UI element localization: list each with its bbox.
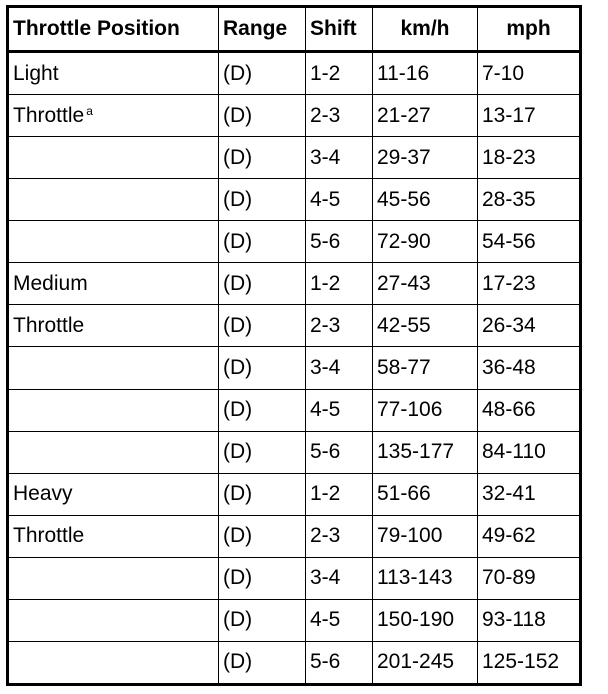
mph-cell: 28-35: [478, 179, 581, 221]
throttle-position-label: Heavy: [13, 482, 73, 506]
shift-cell: 3-4: [306, 137, 373, 179]
mph-cell: 7-10: [478, 52, 581, 95]
shift-cell: 4-5: [306, 179, 373, 221]
kmh-cell: 135-177: [373, 431, 478, 473]
header-throttle-position: Throttle Position: [8, 7, 219, 52]
table-row: [8, 347, 581, 389]
range-cell: (D): [219, 431, 306, 473]
range-cell: (D): [219, 641, 306, 684]
shift-speed-table: [6, 5, 582, 686]
header-mph: mph: [478, 7, 581, 52]
table-row: [8, 515, 581, 557]
footnote-marker: a: [86, 103, 93, 118]
mph-cell: 84-110: [478, 431, 581, 473]
throttle-position-cell: [8, 599, 219, 641]
throttle-position-cell: [8, 557, 219, 599]
throttle-position-cell: [8, 431, 219, 473]
throttle-position-cell: [8, 95, 219, 137]
throttle-position-label: Throttle: [13, 313, 85, 337]
range-cell: (D): [219, 263, 306, 305]
throttle-position-label: Throttle: [13, 524, 85, 548]
throttle-position-label: Light: [13, 61, 59, 85]
mph-cell: 18-23: [478, 137, 581, 179]
range-cell: (D): [219, 137, 306, 179]
kmh-cell: 21-27: [373, 95, 478, 137]
table-row: [8, 557, 581, 599]
throttle-position-cell: [8, 52, 219, 95]
shift-cell: 1-2: [306, 263, 373, 305]
range-cell: (D): [219, 347, 306, 389]
mph-cell: 48-66: [478, 389, 581, 431]
mph-cell: 70-89: [478, 557, 581, 599]
kmh-cell: 79-100: [373, 515, 478, 557]
header-range: Range: [219, 7, 306, 52]
table-row: [8, 179, 581, 221]
shift-cell: 2-3: [306, 305, 373, 347]
kmh-cell: 27-43: [373, 263, 478, 305]
throttle-position-cell: [8, 221, 219, 263]
throttle-position-cell: [8, 305, 219, 347]
table-row: [8, 137, 581, 179]
mph-cell: 13-17: [478, 95, 581, 137]
kmh-cell: 42-55: [373, 305, 478, 347]
shift-cell: 1-2: [306, 473, 373, 515]
range-cell: (D): [219, 95, 306, 137]
mph-cell: 36-48: [478, 347, 581, 389]
shift-cell: 3-4: [306, 557, 373, 599]
range-cell: (D): [219, 515, 306, 557]
shift-cell: 4-5: [306, 599, 373, 641]
table-row: [8, 641, 581, 684]
kmh-cell: 113-143: [373, 557, 478, 599]
table-row: [8, 389, 581, 431]
shift-cell: 5-6: [306, 221, 373, 263]
throttle-position-cell: [8, 473, 219, 515]
kmh-cell: 77-106: [373, 389, 478, 431]
throttle-position-cell: [8, 347, 219, 389]
range-cell: (D): [219, 179, 306, 221]
table-row: [8, 473, 581, 515]
table-row: [8, 305, 581, 347]
mph-cell: 125-152: [478, 641, 581, 684]
shift-cell: 4-5: [306, 389, 373, 431]
throttle-position-cell: [8, 179, 219, 221]
range-cell: (D): [219, 389, 306, 431]
kmh-cell: 51-66: [373, 473, 478, 515]
kmh-cell: 29-37: [373, 137, 478, 179]
table-body: [8, 52, 581, 685]
header-kmh: km/h: [373, 7, 478, 52]
throttle-position-cell: [8, 263, 219, 305]
mph-cell: 26-34: [478, 305, 581, 347]
shift-cell: 1-2: [306, 52, 373, 95]
table-row: [8, 95, 581, 137]
throttle-position-label: Medium: [13, 271, 88, 295]
shift-cell: 2-3: [306, 515, 373, 557]
header-shift: Shift: [306, 7, 373, 52]
shift-cell: 2-3: [306, 95, 373, 137]
mph-cell: 54-56: [478, 221, 581, 263]
kmh-cell: 72-90: [373, 221, 478, 263]
table-row: [8, 221, 581, 263]
range-cell: (D): [219, 52, 306, 95]
kmh-cell: 201-245: [373, 641, 478, 684]
range-cell: (D): [219, 557, 306, 599]
table-header-row: [8, 7, 581, 52]
range-cell: (D): [219, 473, 306, 515]
mph-cell: 93-118: [478, 599, 581, 641]
shift-cell: 5-6: [306, 641, 373, 684]
throttle-position-label: Throttle: [13, 103, 85, 127]
throttle-position-cell: [8, 137, 219, 179]
table-row: [8, 52, 581, 95]
throttle-position-cell: [8, 389, 219, 431]
kmh-cell: 45-56: [373, 179, 478, 221]
mph-cell: 32-41: [478, 473, 581, 515]
kmh-cell: 150-190: [373, 599, 478, 641]
range-cell: (D): [219, 221, 306, 263]
throttle-position-cell: [8, 641, 219, 684]
shift-cell: 5-6: [306, 431, 373, 473]
mph-cell: 17-23: [478, 263, 581, 305]
table-row: [8, 263, 581, 305]
table-row: [8, 431, 581, 473]
range-cell: (D): [219, 599, 306, 641]
kmh-cell: 58-77: [373, 347, 478, 389]
mph-cell: 49-62: [478, 515, 581, 557]
shift-cell: 3-4: [306, 347, 373, 389]
kmh-cell: 11-16: [373, 52, 478, 95]
range-cell: (D): [219, 305, 306, 347]
table-row: [8, 599, 581, 641]
throttle-position-cell: [8, 515, 219, 557]
